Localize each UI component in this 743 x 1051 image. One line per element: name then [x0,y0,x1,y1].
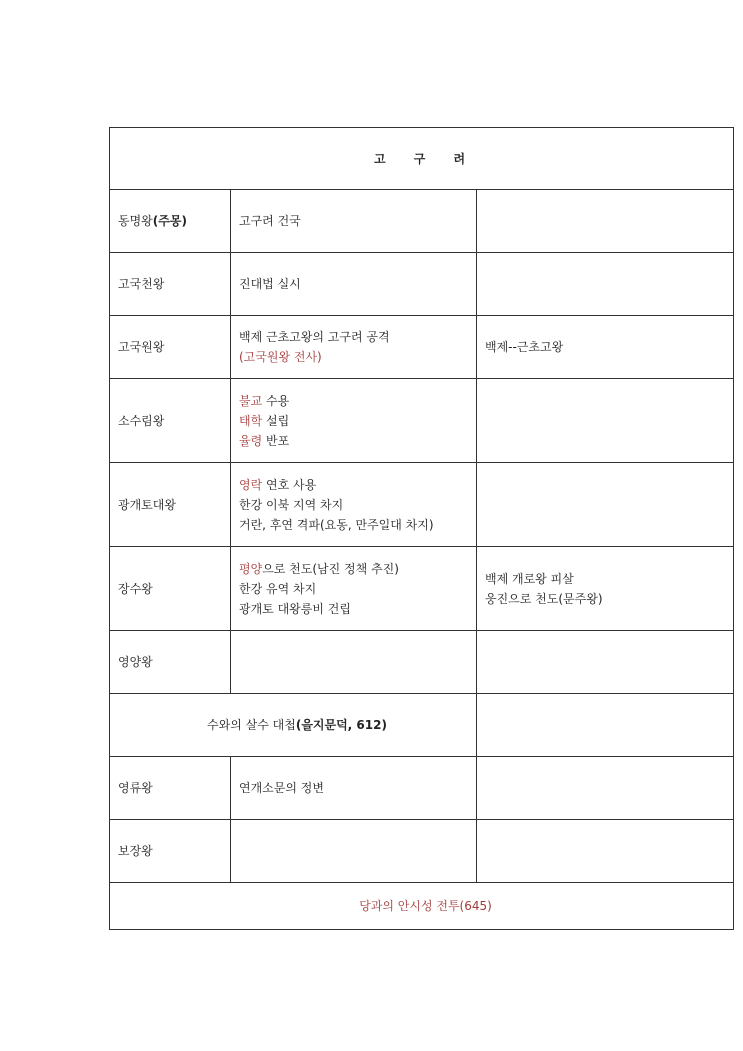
baekje-line: 백제--근초고왕 [485,340,564,354]
event-line: 광개토 대왕릉비 건립 [239,601,351,616]
event-line [239,475,476,495]
table-row [110,253,734,316]
page-title: 고 구 려 [110,128,734,190]
event-line: 한강 이북 지역 차지 [239,497,344,512]
event-line: 백제 근초고왕의 고구려 공격 [239,330,390,344]
baekje-cell [477,379,734,463]
king-alias: (주몽) [152,214,187,228]
event-line: 고구려 건국 [239,214,301,228]
events-cell [231,190,477,253]
baekje-cell [477,547,734,631]
event-text: 설립 [262,413,290,428]
events-cell [231,631,477,694]
table-row [110,190,734,253]
baekje-cell [477,316,734,379]
king-cell: 광개토대왕 [110,463,231,547]
table-row [110,463,734,547]
merged-event-detail: (을지문덕, 612) [295,718,387,732]
goguryeo-table [109,127,734,930]
baekje-cell [477,190,734,253]
baekje-cell [477,631,734,694]
events-cell [231,316,477,379]
highlight-term: 불교 [239,393,263,408]
baekje-cell [477,253,734,316]
events-cell [231,463,477,547]
king-name: 동명왕 [118,214,153,228]
event-text: 연호 사용 [262,477,317,492]
king-cell [110,190,231,253]
baekje-cell [477,820,734,883]
event-line [239,391,476,411]
event-line: 거란, 후연 격파(요동, 만주일대 차지) [239,517,434,532]
baekje-line: 웅진으로 천도(문주왕) [485,591,603,606]
table-row [110,757,734,820]
merged-event-text: 수와의 살수 대첩 [207,718,296,732]
king-cell: 영양왕 [110,631,231,694]
table-row [110,379,734,463]
baekje-cell [477,694,734,757]
baekje-line: 백제 개로왕 피살 [485,571,574,586]
table-row [110,694,734,757]
event-text: 수용 [262,393,290,408]
event-text: 반포 [262,433,290,448]
event-line-highlight: (고국원왕 전사) [239,350,322,364]
event-line [239,559,476,579]
highlight-term: 태학 [239,413,263,428]
baekje-cell [477,757,734,820]
baekje-cell [477,463,734,547]
king-cell: 소수림왕 [110,379,231,463]
event-line [239,431,476,451]
event-line: 연개소문의 정변 [239,781,324,795]
event-line [239,411,476,431]
event-text: 으로 천도(남진 정책 추진) [262,561,399,576]
table-row [110,631,734,694]
king-cell: 보장왕 [110,820,231,883]
table-row [110,316,734,379]
highlight-term: 평양 [239,561,263,576]
events-cell [231,379,477,463]
events-cell [231,820,477,883]
highlight-term: 영락 [239,477,263,492]
king-cell: 장수왕 [110,547,231,631]
table-row [110,547,734,631]
king-cell: 영류왕 [110,757,231,820]
merged-event-cell [110,694,477,757]
king-cell: 고국천왕 [110,253,231,316]
table-row [110,820,734,883]
king-cell: 고국원왕 [110,316,231,379]
events-cell [231,757,477,820]
events-cell [231,253,477,316]
event-line: 진대법 실시 [239,277,301,291]
events-cell [231,547,477,631]
footer-event: 당과의 안시성 전투(645) [110,883,734,930]
event-line: 한강 유역 차지 [239,581,317,596]
highlight-term: 율령 [239,433,263,448]
